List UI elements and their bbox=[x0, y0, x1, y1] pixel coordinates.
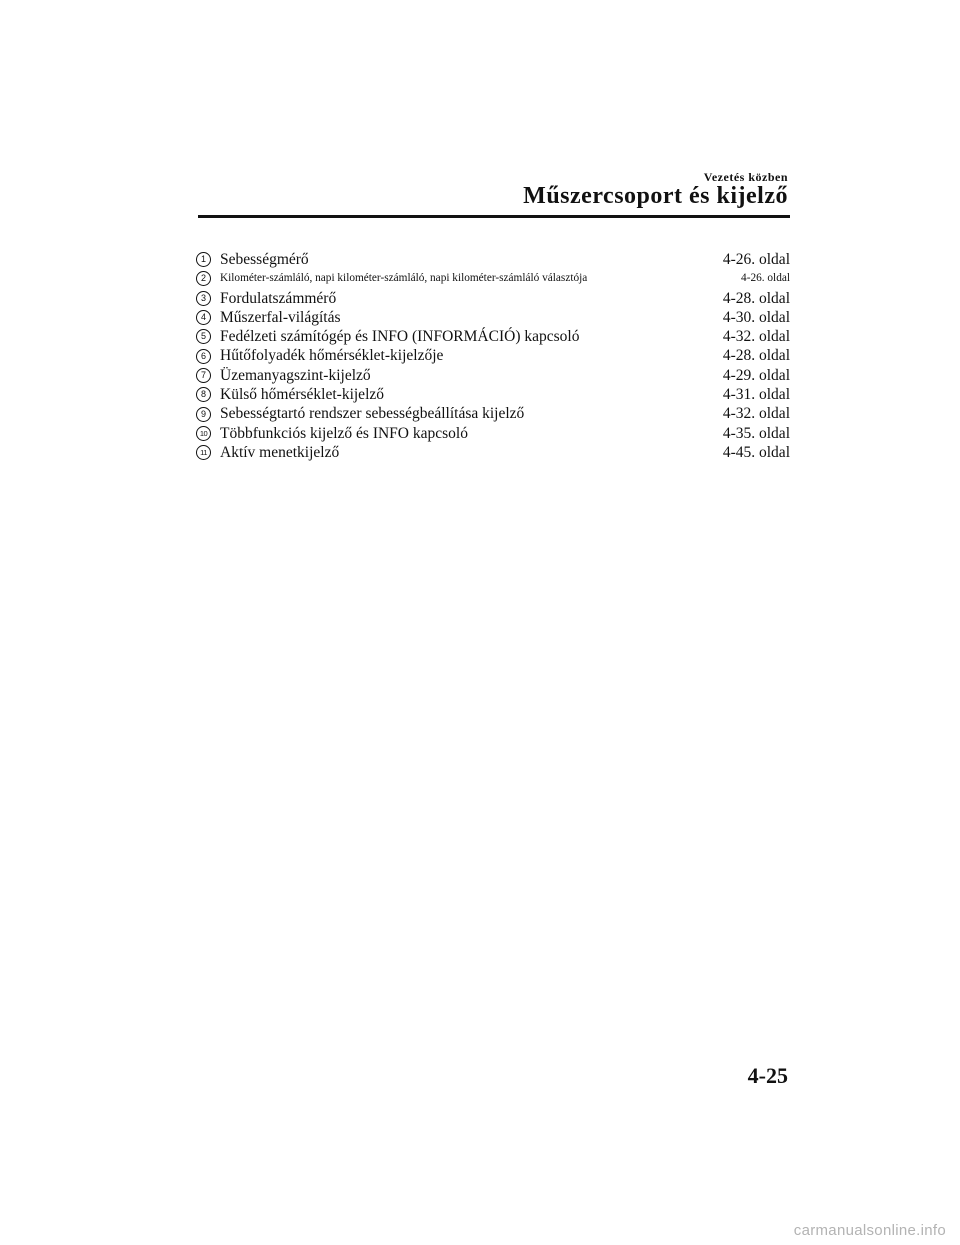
page-number: 4-25 bbox=[747, 1063, 788, 1088]
section-label: Vezetés közben bbox=[703, 170, 788, 184]
circled-number: 1 bbox=[196, 252, 211, 267]
toc-row bbox=[196, 385, 790, 404]
toc-row bbox=[196, 404, 790, 423]
toc-label: Többfunkciós kijelző és INFO kapcsoló bbox=[220, 424, 468, 442]
circled-number: 2 bbox=[196, 271, 211, 286]
toc-label: Sebességmérő bbox=[220, 251, 309, 268]
circled-number: 6 bbox=[196, 349, 211, 364]
toc-row bbox=[196, 308, 790, 327]
toc-row bbox=[196, 366, 790, 385]
circled-number: 10 bbox=[196, 426, 211, 441]
circled-number: 5 bbox=[196, 329, 211, 344]
toc-page-ref: 4-35. oldal bbox=[722, 424, 790, 442]
toc-page-ref: 4-32. oldal bbox=[722, 328, 790, 346]
toc-page-ref: 4-30. oldal bbox=[722, 308, 790, 326]
circled-number: 3 bbox=[196, 291, 211, 306]
toc-label: Külső hőmérséklet-kijelző bbox=[220, 386, 384, 404]
toc-label: Aktív menetkijelző bbox=[220, 443, 340, 461]
toc-page-ref: 4-32. oldal bbox=[722, 405, 790, 423]
toc-page-ref: 4-26. oldal bbox=[741, 272, 790, 285]
toc-page-ref: 4-31. oldal bbox=[722, 386, 790, 404]
toc-label: Kilométer-számláló, napi kilométer-számláló, napi kilométer-számláló választója bbox=[220, 272, 588, 285]
toc-row bbox=[196, 346, 790, 365]
toc-label: Hűtőfolyadék hőmérséklet-kijelzője bbox=[220, 347, 444, 365]
circled-number: 9 bbox=[196, 407, 211, 422]
circled-number: 7 bbox=[196, 368, 211, 383]
toc-row bbox=[196, 424, 790, 443]
circled-number: 4 bbox=[196, 310, 211, 325]
toc-page-ref: 4-28. oldal bbox=[722, 289, 790, 307]
chapter-title: Műszercsoport és kijelző bbox=[523, 183, 788, 209]
title-rule bbox=[198, 215, 790, 218]
watermark: carmanualsonline.info bbox=[793, 1222, 946, 1239]
toc-row bbox=[196, 269, 790, 288]
toc-label: Fedélzeti számítógép és INFO (INFORMÁCIÓ) kapcsoló bbox=[220, 328, 580, 346]
toc-label: Műszerfal-világítás bbox=[220, 308, 341, 326]
toc-label: Fordulatszámmérő bbox=[220, 289, 337, 307]
toc-page-ref: 4-45. oldal bbox=[722, 443, 790, 461]
circled-number: 11 bbox=[196, 445, 211, 460]
circled-number: 8 bbox=[196, 387, 211, 402]
toc-label: Üzemanyagszint-kijelző bbox=[220, 366, 371, 384]
toc-page-ref: 4-29. oldal bbox=[722, 366, 790, 384]
toc-page-ref: 4-26. oldal bbox=[722, 251, 790, 268]
toc-row bbox=[196, 443, 790, 462]
toc-row bbox=[196, 327, 790, 346]
toc-row bbox=[196, 289, 790, 308]
toc-label: Sebességtartó rendszer sebességbeállítása kijelző bbox=[220, 405, 525, 423]
toc-page-ref: 4-28. oldal bbox=[722, 347, 790, 365]
toc-row bbox=[196, 250, 790, 269]
toc-list bbox=[196, 250, 790, 462]
